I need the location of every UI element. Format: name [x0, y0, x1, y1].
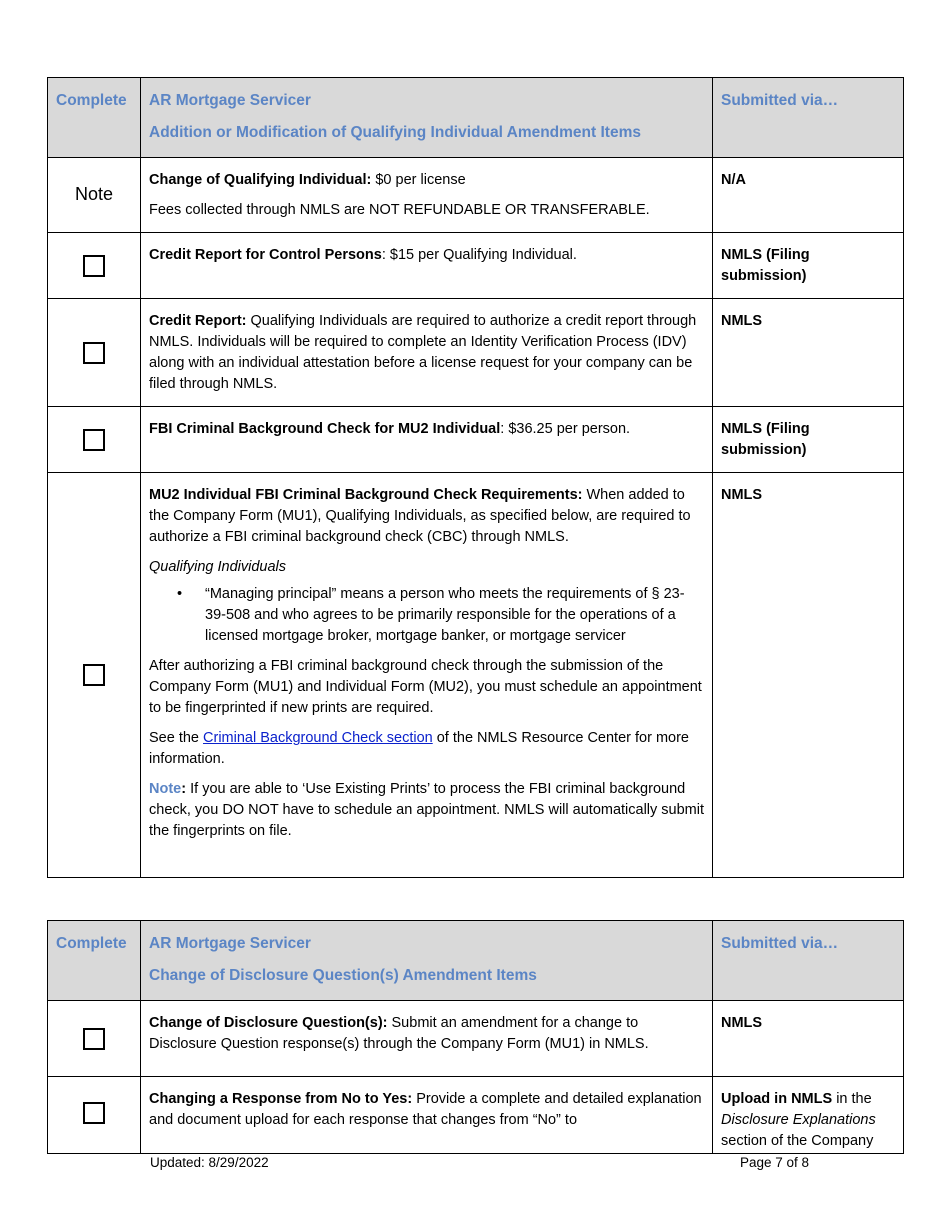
submitted-via: NMLS: [713, 1001, 904, 1077]
item-label: Credit Report:: [149, 313, 247, 329]
header-title: [141, 78, 713, 158]
item-label: FBI Criminal Background Check for MU2 Individual: [149, 421, 501, 437]
note-label: Note: [74, 183, 114, 204]
header-title-line1: AR Mortgage Servicer: [149, 92, 311, 109]
complete-checkbox[interactable]: [83, 664, 105, 686]
item-description: [141, 473, 713, 878]
table-row: [48, 407, 904, 473]
table-row: [48, 299, 904, 407]
item-label: Change of Disclosure Question(s):: [149, 1015, 388, 1031]
item-text: $0 per license: [371, 172, 466, 188]
item-label: Credit Report for Control Persons: [149, 247, 382, 263]
item-text: Qualifying Individuals are required to authorize a credit report through NMLS. Individuals will be required to complete an Identity Verification Process (IDV) along with an individual attestation before a license request for your company can be filed through NMLS.: [149, 313, 697, 392]
complete-checkbox[interactable]: [83, 1102, 105, 1124]
note-label: Note: [149, 781, 182, 797]
table-row: [48, 1001, 904, 1077]
submitted-via: NMLS: [713, 299, 904, 407]
checkbox-cell[interactable]: [48, 1077, 141, 1154]
item-description: [141, 299, 713, 407]
checkbox-cell[interactable]: [48, 407, 141, 473]
submitted-via: NMLS: [713, 473, 904, 878]
item-text: : $15 per Qualifying Individual.: [381, 247, 577, 263]
table-row: [48, 233, 904, 299]
footer-page-number: Page 7 of 8: [740, 1155, 810, 1170]
item-description: [141, 407, 713, 473]
submitted-via: NMLS (Filing submission): [713, 407, 904, 473]
header-submitted-via: Submitted via…: [713, 921, 904, 1001]
checkbox-cell[interactable]: [48, 1001, 141, 1077]
item-description: [141, 1001, 713, 1077]
item-extra: Fees collected through NMLS are NOT REFUNDABLE OR TRANSFERABLE.: [149, 202, 650, 218]
note-cell: [48, 158, 141, 233]
note-paragraph: Note: If you are able to ‘Use Existing Prints’ to process the FBI criminal background check, you DO NOT have to schedule an appointment. NMLS will automatically submit the fingerprints on file.: [149, 781, 705, 839]
header-title: [141, 921, 713, 1001]
header-submitted-via: Submitted via…: [713, 78, 904, 158]
list-item: • “Managing principal” means a person who meets the requirements of § 23-39-508 and who agrees to be primarily responsible for the operations of a licensed mortgage broker, mortgage banker, or mortgage servicer: [205, 584, 704, 647]
table-header-row: [48, 78, 904, 158]
header-title-line2: Change of Disclosure Question(s) Amendment Items: [149, 967, 537, 984]
complete-checkbox[interactable]: [83, 342, 105, 364]
cbc-section-link[interactable]: Criminal Background Check section: [203, 730, 433, 746]
footer-updated-date: Updated: 8/29/2022: [150, 1155, 269, 1170]
bullet-list: [149, 584, 704, 647]
header-title-line2: Addition or Modification of Qualifying Individual Amendment Items: [149, 124, 641, 141]
checkbox-cell[interactable]: [48, 473, 141, 878]
submitted-via: Upload in NMLS in the Disclosure Explanations section of the Company: [713, 1077, 904, 1154]
checkbox-cell[interactable]: [48, 299, 141, 407]
item-text: : $36.25 per person.: [500, 421, 631, 437]
item-text: When added to the Company Form (MU1), Qualifying Individuals, as specified below, are required to authorize a FBI criminal background check (CBC) through NMLS.: [149, 487, 691, 545]
header-complete: Complete: [48, 921, 141, 1001]
item-label: MU2 Individual FBI Criminal Background Check Requirements:: [149, 487, 583, 503]
item-text: Provide a complete and detailed explanation and document upload for each response that changes from “No” to: [149, 1091, 702, 1128]
item-label: Changing a Response from No to Yes:: [149, 1091, 413, 1107]
table-row: [48, 158, 904, 233]
item-label: Change of Qualifying Individual:: [149, 172, 372, 188]
item-description: [141, 1077, 713, 1154]
table-row: [48, 1077, 904, 1154]
item-description: [141, 233, 713, 299]
table-header-row: [48, 921, 904, 1001]
header-title-line1: AR Mortgage Servicer: [149, 935, 311, 952]
qualifying-individuals-heading: Qualifying Individuals: [149, 559, 287, 575]
fingerprint-paragraph: After authorizing a FBI criminal background check through the submission of the Company Form (MU1) and Individual Form (MU2), you must schedule an appointment to be fingerprinted if new prints are required.: [149, 658, 702, 716]
submitted-via: NMLS (Filing submission): [713, 233, 904, 299]
complete-checkbox[interactable]: [83, 1028, 105, 1050]
qualifying-individual-table: [47, 77, 904, 878]
complete-checkbox[interactable]: [83, 429, 105, 451]
table-row: [48, 473, 904, 878]
header-complete: Complete: [48, 78, 141, 158]
complete-checkbox[interactable]: [83, 255, 105, 277]
disclosure-question-table: [47, 920, 904, 1154]
see-more-paragraph: See the Criminal Background Check section of the NMLS Resource Center for more information.: [149, 730, 689, 767]
item-text: Submit an amendment for a change to Disclosure Question response(s) through the Company Form (MU1) in NMLS.: [149, 1015, 649, 1052]
item-description: [141, 158, 713, 233]
submitted-via: N/A: [713, 158, 904, 233]
checkbox-cell[interactable]: [48, 233, 141, 299]
